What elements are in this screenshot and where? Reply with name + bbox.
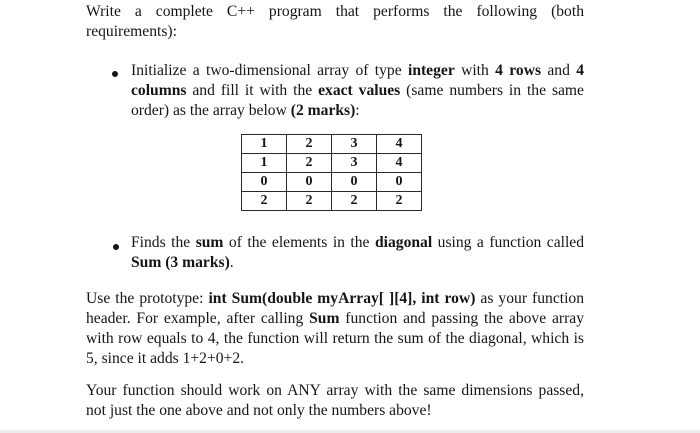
text-run: : <box>355 102 360 119</box>
bold-run: Sum (3 marks) <box>131 254 230 271</box>
bold-run: exact values <box>318 82 401 99</box>
bold-run: sum <box>195 234 224 251</box>
requirement-initialize-array <box>131 61 584 121</box>
table-row <box>242 192 422 211</box>
table-cell: 0 <box>377 173 422 192</box>
bullet-dot-icon <box>113 244 119 250</box>
text-run: Use the prototype: <box>86 290 209 307</box>
table-row <box>242 173 422 192</box>
table-cell: 1 <box>242 135 287 154</box>
text-run: function and passing the above array with row equals to 4, the function will return the sum of the diagonal, which is 5, since it adds 1+2+0+2. <box>86 310 584 367</box>
table-cell: 0 <box>287 173 332 192</box>
table-cell: 2 <box>287 135 332 154</box>
note-text: Your function should work on ANY array with the same dimensions passed, not just the one above and not only the numbers above! <box>86 382 584 419</box>
bold-run: diagonal <box>374 234 433 251</box>
text-run: as your function header. For example, after calling <box>86 290 585 327</box>
table-cell: 3 <box>332 154 377 173</box>
table-cell: 4 <box>377 154 422 173</box>
bold-run: 4 rows <box>495 62 542 79</box>
note-paragraph <box>86 381 584 421</box>
table-cell: 2 <box>377 192 422 211</box>
table-cell: 3 <box>332 135 377 154</box>
table-cell: 2 <box>242 192 287 211</box>
bold-run: int Sum(double myArray[ ][4], int row) <box>208 290 476 307</box>
bold-run: integer <box>407 62 455 79</box>
table-cell: 0 <box>332 173 377 192</box>
intro-paragraph <box>86 2 584 42</box>
intro-text: Write a complete C++ program that performs the following (both requirements): <box>86 3 584 40</box>
text-run: and fill it with the <box>186 82 319 99</box>
text-run: of the elements in the <box>223 234 375 251</box>
text-run: Finds the <box>131 234 196 251</box>
table-cell: 2 <box>332 192 377 211</box>
table-cell: 1 <box>242 154 287 173</box>
bold-run: 4 columns <box>131 62 584 99</box>
prototype-paragraph <box>86 289 584 369</box>
table-cell: 2 <box>287 192 332 211</box>
requirement-diagonal-sum <box>131 233 584 273</box>
text-run: . <box>229 254 234 271</box>
table-cell: 2 <box>287 154 332 173</box>
table-cell: 4 <box>377 135 422 154</box>
bold-run: Sum <box>309 310 340 327</box>
text-run: and <box>541 62 577 79</box>
text-run: using a function called <box>432 234 585 251</box>
bullet-dot-icon <box>112 71 118 77</box>
table-row <box>242 154 422 173</box>
bold-run: (2 marks) <box>290 102 356 119</box>
table-row <box>242 135 422 154</box>
text-run: Initialize a two-dimensional array of type <box>131 62 408 79</box>
text-run: with <box>454 62 496 79</box>
array-table <box>241 134 422 211</box>
text-run: (same numbers in the same order) as the array below <box>131 82 584 119</box>
table-cell: 0 <box>242 173 287 192</box>
